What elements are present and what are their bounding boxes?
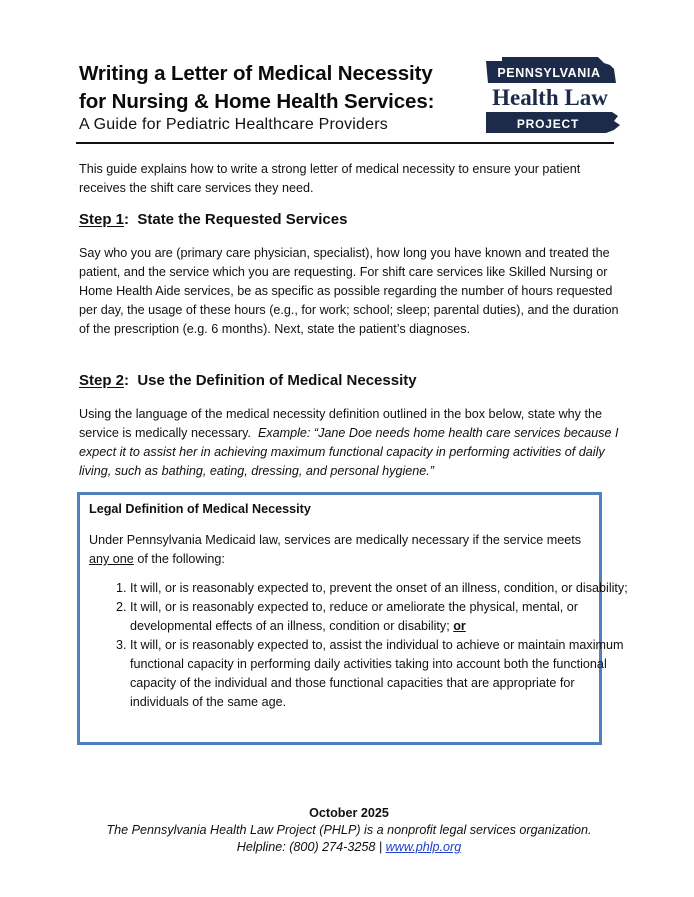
- criteria-list: [89, 579, 635, 712]
- footer-date: October 2025: [309, 806, 389, 820]
- box-intro-emphasis: any one: [89, 552, 134, 566]
- logo-line-2: Health Law: [492, 85, 608, 110]
- helpline-text: Helpline: (800) 274-3258 |: [236, 840, 386, 854]
- step1-label: Step 1: [79, 211, 125, 228]
- logo-line-1: PENNSYLVANIA: [497, 66, 601, 80]
- step2-text: Using the language of the medical necessity definition outlined in the box below, state why the service is medically necessary.: [79, 407, 606, 440]
- intro-paragraph: This guide explains how to write a strong letter of medical necessity to ensure your patient receives the shift care services they need.: [79, 162, 581, 195]
- step2-heading: [79, 372, 417, 389]
- criteria-item-text: It will, or is reasonably expected to, reduce or ameliorate the physical, mental, or developmental effects of an illness, condition or disability;: [130, 600, 582, 633]
- criteria-item: [130, 598, 635, 636]
- box-title: Legal Definition of Medical Necessity: [89, 502, 311, 516]
- criteria-item: 1. It will, or is reasonably expected to, prevent the onset of an illness, condition, or disability;: [130, 579, 635, 598]
- box-intro-end: of the following:: [133, 552, 225, 566]
- footer-org: The Pennsylvania Health Law Project (PHLP) is a nonprofit legal services organization.: [106, 823, 592, 837]
- step1-heading: [79, 211, 347, 228]
- step2-body: [79, 405, 619, 481]
- footer-helpline: [79, 839, 619, 856]
- phlp-logo: [480, 55, 625, 137]
- step2-label: Step 2: [79, 372, 125, 389]
- logo-line-3: PROJECT: [516, 117, 580, 131]
- header-divider: [76, 142, 614, 144]
- document-title: [79, 60, 434, 116]
- footer: [79, 805, 619, 856]
- criteria-item: 3. It will, or is reasonably expected to, assist the individual to achieve or maintain maximum functional capacity in performing daily activities taking into account both the functional capacity of the individual and those functional capacities that are appropriate for individuals of the same age.: [130, 636, 635, 712]
- title-line-1: Writing a Letter of Medical Necessity: [79, 62, 433, 85]
- step2-title: : Use the Definition of Medical Necessity: [124, 372, 417, 389]
- step1-body: Say who you are (primary care physician, specialist), how long you have known and treated the patient, and the service which you are requesting. For shift care services like Skilled Nursing or Home Health Aide services, be as specific as possible regarding the number of hours requested per day, the usage of these hours (e.g., for work; school; sleep; parental duties), and the duration of the prescription (e.g. 6 months). Next, state the patient’s diagnoses.: [79, 246, 619, 336]
- criteria-or: or: [453, 619, 466, 633]
- step1-title: : State the Requested Services: [124, 211, 348, 228]
- box-intro-text: Under Pennsylvania Medicaid law, services are medically necessary if the service meets: [89, 533, 582, 547]
- title-line-2: for Nursing & Home Health Services:: [79, 90, 435, 113]
- legal-definition-box: [77, 492, 628, 745]
- step2-example: Example: “Jane Doe needs home health care services because I expect it to assist her in achieving maximum functional capacity in performing activities of daily living, such as bathing, eating, dressing, and personal hygiene.”: [79, 426, 619, 478]
- document-subtitle: A Guide for Pediatric Healthcare Providers: [79, 116, 388, 133]
- website-link[interactable]: www.phlp.org: [385, 840, 462, 854]
- box-intro: [89, 531, 589, 569]
